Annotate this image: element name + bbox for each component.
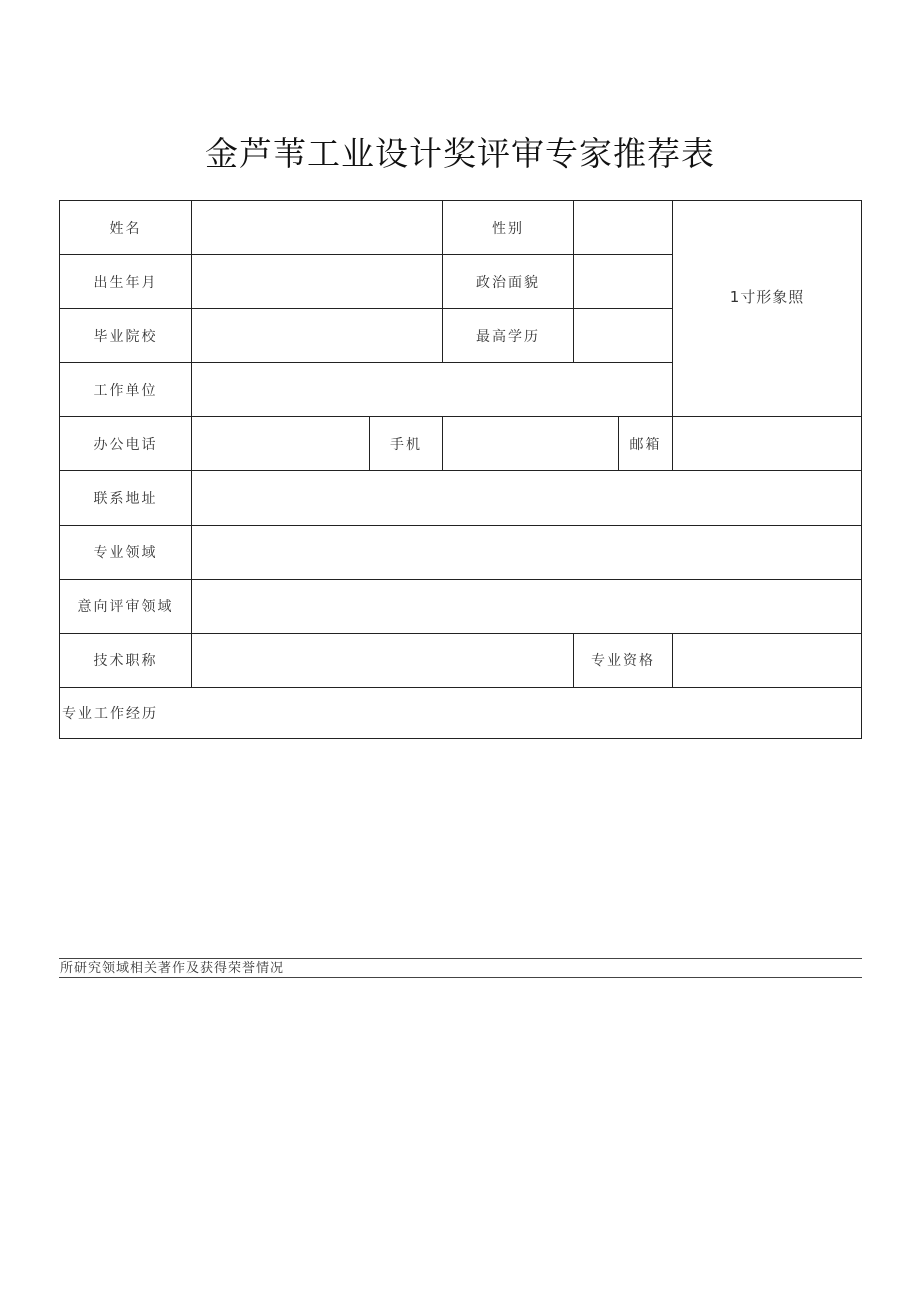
birth-field[interactable]: [192, 255, 443, 309]
address-field[interactable]: [192, 471, 862, 525]
degree-label: 最高学历: [443, 309, 574, 363]
school-field[interactable]: [192, 309, 443, 363]
field-field[interactable]: [192, 525, 862, 579]
political-field[interactable]: [574, 255, 673, 309]
name-field[interactable]: [192, 201, 443, 255]
degree-field[interactable]: [574, 309, 673, 363]
employer-field[interactable]: [192, 363, 673, 417]
mobile-field[interactable]: [443, 417, 619, 471]
political-label: 政治面貌: [443, 255, 574, 309]
email-field[interactable]: [673, 417, 862, 471]
office-phone-label: 办公电话: [60, 417, 192, 471]
field-label: 专业领域: [60, 525, 192, 579]
photo-placeholder[interactable]: 1寸形象照: [673, 201, 862, 417]
page-title: 金芦苇工业设计奖评审专家推荐表: [205, 134, 715, 173]
birth-label: 出生年月: [60, 255, 192, 309]
email-label: 邮箱: [619, 417, 673, 471]
gender-field[interactable]: [574, 201, 673, 255]
review-field-label: 意向评审领域: [60, 579, 192, 633]
school-label: 毕业院校: [60, 309, 192, 363]
achievements-label[interactable]: 所研究领域相关著作及获得荣誉情况: [59, 958, 862, 978]
mobile-label: 手机: [370, 417, 443, 471]
qualification-field[interactable]: [673, 633, 862, 687]
review-field-field[interactable]: [192, 579, 862, 633]
qualification-label: 专业资格: [574, 633, 673, 687]
office-phone-field[interactable]: [192, 417, 370, 471]
title-rank-field[interactable]: [192, 633, 574, 687]
gender-label: 性别: [443, 201, 574, 255]
experience-label[interactable]: 专业工作经历: [60, 687, 862, 738]
name-label: 姓名: [60, 201, 192, 255]
employer-label: 工作单位: [60, 363, 192, 417]
title-rank-label: 技术职称: [60, 633, 192, 687]
address-label: 联系地址: [60, 471, 192, 525]
expert-form: [59, 200, 862, 739]
